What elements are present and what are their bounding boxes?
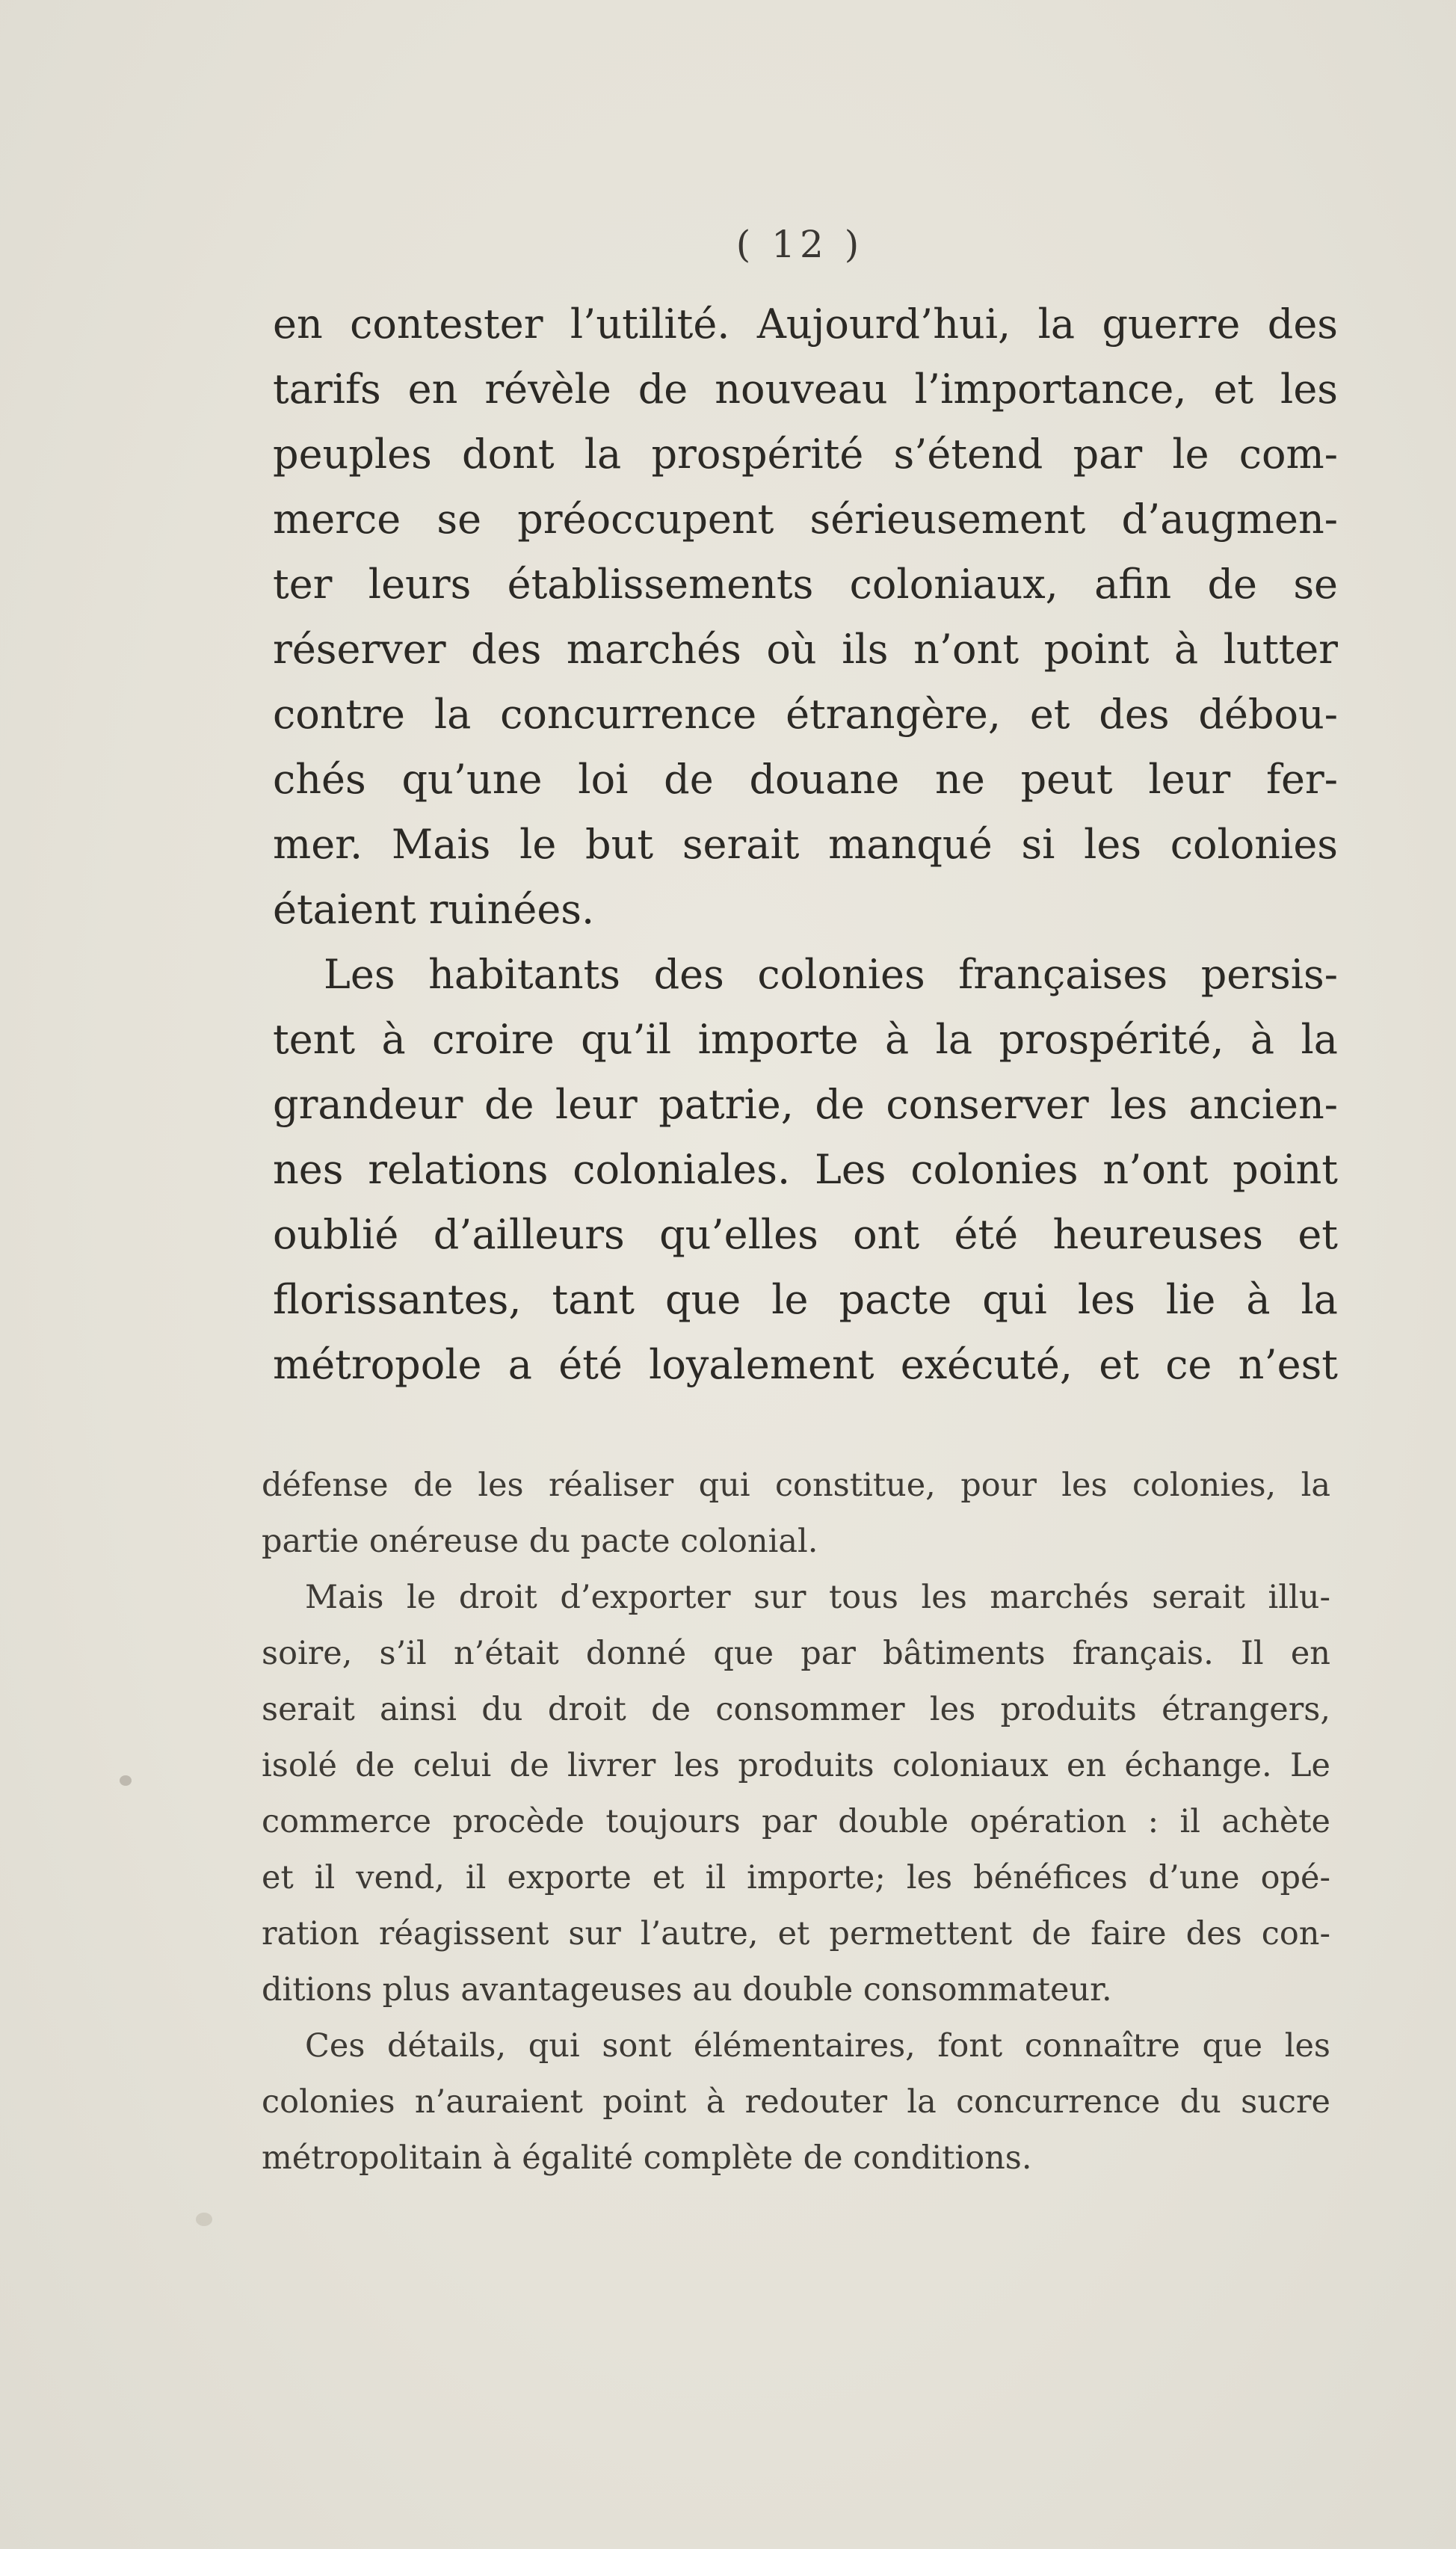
main-text-line: en contester l’utilité. Aujourd’hui, la guerre des [273,300,1338,348]
note-text-block [262,1458,1330,2186]
main-text-line: mer. Mais le but serait manqué si les colonies [273,821,1338,868]
main-text-line: réserver des marchés où ils n’ont point à lutter [273,626,1338,673]
note-text-line: isolé de celui de livrer les produits coloniaux en échange. Le [262,1747,1330,1784]
note-text-line: commerce procède toujours par double opération : il achète [262,1803,1330,1840]
page-number: ( 12 ) [735,223,864,266]
note-text-line: colonies n’auraient point à redouter la concurrence du sucre [262,2083,1330,2121]
note-text-line: partie onéreuse du pacte colonial. [262,1523,818,1560]
main-text-line: peuples dont la prospérité s’étend par le com- [273,431,1338,478]
main-text-line: ter leurs établissements coloniaux, afin de se [273,561,1338,608]
note-text-line: Ces détails, qui sont élémentaires, font connaître que les [305,2027,1330,2065]
main-text-line: oublié d’ailleurs qu’elles ont été heureuses et [273,1211,1338,1258]
note-text-line: défense de les réaliser qui constitue, pour les colonies, la [262,1467,1330,1504]
main-text-line: métropole a été loyalement exécuté, et ce n’est [273,1341,1338,1388]
note-text-line: et il vend, il exporte et il importe; les bénéfices d’une opé- [262,1859,1330,1896]
main-text-line: tent à croire qu’il importe à la prospérité, à la [273,1016,1338,1063]
main-text-line: contre la concurrence étrangère, et des débou- [273,691,1338,738]
main-text-line: chés qu’une loi de douane ne peut leur fer- [273,756,1338,803]
main-text-line: étaient ruinées. [273,886,595,933]
note-text-line: serait ainsi du droit de consommer les produits étrangers, [262,1691,1330,1728]
main-text-line: nes relations coloniales. Les colonies n’ont point [273,1146,1338,1193]
note-text-line: soire, s’il n’était donné que par bâtiments français. Il en [262,1635,1330,1672]
paper-spot [120,1775,132,1786]
note-text-line: ditions plus avantageuses au double consommateur. [262,1971,1112,2009]
main-text-line: grandeur de leur patrie, de conserver les ancien- [273,1081,1338,1128]
main-text-line: Les habitants des colonies françaises persis- [324,951,1338,998]
note-text-line: Mais le droit d’exporter sur tous les marchés serait illu- [305,1579,1330,1616]
main-text-line: tarifs en révèle de nouveau l’importance, et les [273,366,1338,413]
paper-spot [196,2213,212,2226]
main-text-line: florissantes, tant que le pacte qui les lie à la [273,1276,1338,1323]
note-text-line: ration réagissent sur l’autre, et permettent de faire des con- [262,1915,1330,1952]
main-text-line: merce se préoccupent sérieusement d’augmen- [273,496,1338,543]
note-text-line: métropolitain à égalité complète de conditions. [262,2139,1032,2177]
main-text-block [273,292,1338,1397]
